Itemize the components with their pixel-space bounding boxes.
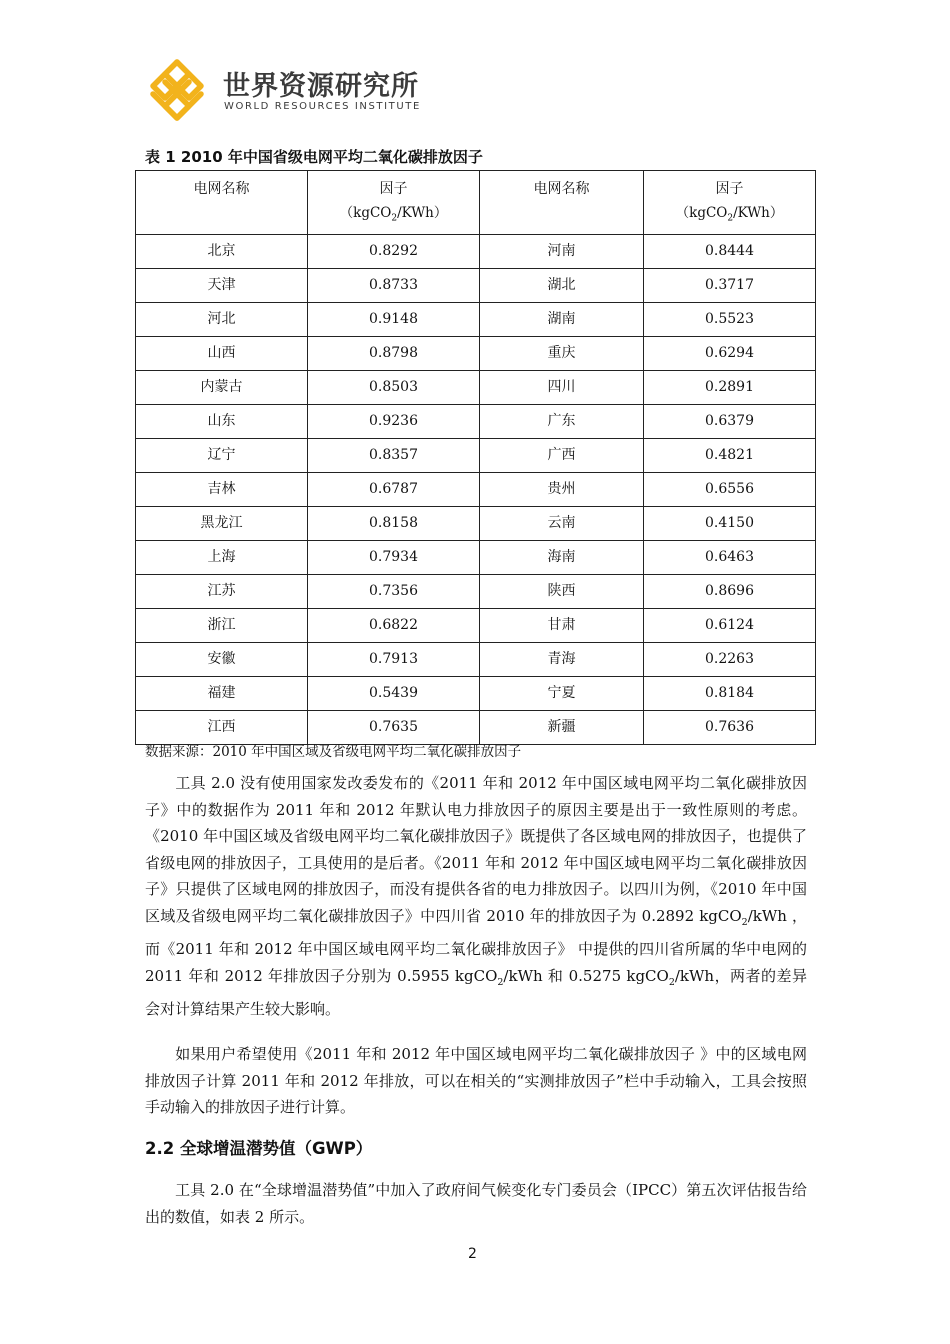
factor-cell: 0.6463	[644, 541, 816, 575]
grid-name-cell: 山西	[136, 337, 308, 371]
grid-name-cell: 宁夏	[480, 677, 644, 711]
table-row	[136, 337, 816, 371]
logo-chinese-name: 世界资源研究所	[223, 71, 419, 102]
header-factor-1: 因子 （kgCO$_2$/KWh）	[308, 171, 480, 235]
grid-name-cell: 新疆	[480, 711, 644, 745]
factor-cell: 0.8696	[644, 575, 816, 609]
table-header-row	[136, 171, 816, 235]
table-row	[136, 405, 816, 439]
table-row	[136, 507, 816, 541]
grid-name-cell: 广西	[480, 439, 644, 473]
grid-name-cell: 上海	[136, 541, 308, 575]
grid-name-cell: 内蒙古	[136, 371, 308, 405]
grid-name-cell: 青海	[480, 643, 644, 677]
header-grid-name-2: 电网名称	[480, 171, 644, 235]
factor-cell: 0.8733	[308, 269, 480, 303]
factor-cell: 0.5439	[308, 677, 480, 711]
factor-cell: 0.6822	[308, 609, 480, 643]
body-paragraph-2: 如果用户希望使用《2011 年和 2012 年中国区域电网平均二氧化碳排放因子 》中的区域电网排放因子计算 2011 年和 2012 年排放，可以在相关的“实测排放因子”栏中手动输入，工具会按照手动输入的排放因子进行计算。	[145, 1045, 807, 1116]
factor-cell: 0.4150	[644, 507, 816, 541]
grid-name-cell: 广东	[480, 405, 644, 439]
factor-cell: 0.8503	[308, 371, 480, 405]
factor-cell: 0.9148	[308, 303, 480, 337]
grid-name-cell: 安徽	[136, 643, 308, 677]
factor-cell: 0.9236	[308, 405, 480, 439]
grid-name-cell: 河北	[136, 303, 308, 337]
factor-cell: 0.6379	[644, 405, 816, 439]
table-row	[136, 677, 816, 711]
factor-cell: 0.6294	[644, 337, 816, 371]
factor-cell: 0.7356	[308, 575, 480, 609]
factor-cell: 0.8158	[308, 507, 480, 541]
grid-name-cell: 湖北	[480, 269, 644, 303]
grid-name-cell: 四川	[480, 371, 644, 405]
table-source-note: 数据来源：2010 年中国区域及省级电网平均二氧化碳排放因子	[145, 744, 522, 760]
factor-cell: 0.6556	[644, 473, 816, 507]
table-row	[136, 269, 816, 303]
factor-cell: 0.4821	[644, 439, 816, 473]
factor-cell: 0.8357	[308, 439, 480, 473]
factor-cell: 0.2263	[644, 643, 816, 677]
factor-cell: 0.3717	[644, 269, 816, 303]
factor-cell: 0.8292	[308, 235, 480, 269]
factor-cell: 0.6124	[644, 609, 816, 643]
grid-name-cell: 山东	[136, 405, 308, 439]
grid-name-cell: 重庆	[480, 337, 644, 371]
grid-name-cell: 江西	[136, 711, 308, 745]
page-number: 2	[468, 1246, 477, 1262]
factor-cell: 0.2891	[644, 371, 816, 405]
table-row	[136, 235, 816, 269]
section-heading: 2.2 全球增温潜势值（GWP）	[145, 1139, 373, 1158]
logo-english-name: WORLD RESOURCES INSTITUTE	[224, 101, 421, 112]
grid-name-cell: 云南	[480, 507, 644, 541]
factor-cell: 0.8798	[308, 337, 480, 371]
factor-cell: 0.5523	[644, 303, 816, 337]
factor-cell: 0.8444	[644, 235, 816, 269]
grid-name-cell: 辽宁	[136, 439, 308, 473]
grid-name-cell: 福建	[136, 677, 308, 711]
grid-name-cell: 贵州	[480, 473, 644, 507]
grid-name-cell: 江苏	[136, 575, 308, 609]
grid-name-cell: 北京	[136, 235, 308, 269]
grid-name-cell: 黑龙江	[136, 507, 308, 541]
grid-name-cell: 河南	[480, 235, 644, 269]
body-paragraph-1: 工具 2.0 没有使用国家发改委发布的《2011 年和 2012 年中国区域电网平均二氧化碳排放因子》中的数据作为 2011 年和 2012 年默认电力排放因子的原因主要是出于一致性原则的考虑。《2010 年中国区域及省级电网平均二氧化碳排放因子》既提供了各区域电网的排放因子，也提供了省级电网的排放因子，工具使用的是后者。《2011 年和 2012 年中国区域电网平均二氧化碳排放因子》只提供了区域电网的排放因子，而没有提供各省的电力排放因子。以四川为例，《2010 年中国区域及省级电网平均二氧化碳排放因子》中四川省 2010 年的排放因子为 0.2892 kgCO$_2$/kWh ，而《2011 年和 2012 年中国区域电网平均二氧化碳排放因子》 中提供的四川省所属的华中电网的 2011 年和 2012 年排放因子分别为 0.5955 kgCO$_2$/kWh 和 0.5275 kgCO$_2$/kWh，两者的差异会对计算结果产生较大影响。	[145, 774, 807, 1018]
body-paragraph-3: 工具 2.0 在“全球增温潜势值”中加入了政府间气候变化专门委员会（IPCC）第五次评估报告给出的数值，如表 2 所示。	[145, 1181, 807, 1226]
factor-cell: 0.7636	[644, 711, 816, 745]
header-grid-name-1: 电网名称	[136, 171, 308, 235]
factor-cell: 0.6787	[308, 473, 480, 507]
page-header	[143, 56, 463, 128]
table-row	[136, 473, 816, 507]
wri-logo-icon	[143, 56, 211, 124]
table-row	[136, 609, 816, 643]
factor-cell: 0.7913	[308, 643, 480, 677]
grid-name-cell: 海南	[480, 541, 644, 575]
header-factor-2: 因子 （kgCO$_2$/KWh）	[644, 171, 816, 235]
table-row	[136, 303, 816, 337]
grid-name-cell: 湖南	[480, 303, 644, 337]
emission-factor-table	[135, 170, 816, 745]
table-row	[136, 643, 816, 677]
factor-cell: 0.7635	[308, 711, 480, 745]
factor-cell: 0.8184	[644, 677, 816, 711]
grid-name-cell: 吉林	[136, 473, 308, 507]
grid-name-cell: 甘肃	[480, 609, 644, 643]
grid-name-cell: 天津	[136, 269, 308, 303]
table-row	[136, 371, 816, 405]
table-caption: 表 1 2010 年中国省级电网平均二氧化碳排放因子	[145, 148, 483, 166]
table-row	[136, 541, 816, 575]
grid-name-cell: 浙江	[136, 609, 308, 643]
table-row	[136, 439, 816, 473]
grid-name-cell: 陕西	[480, 575, 644, 609]
factor-cell: 0.7934	[308, 541, 480, 575]
table-row	[136, 575, 816, 609]
